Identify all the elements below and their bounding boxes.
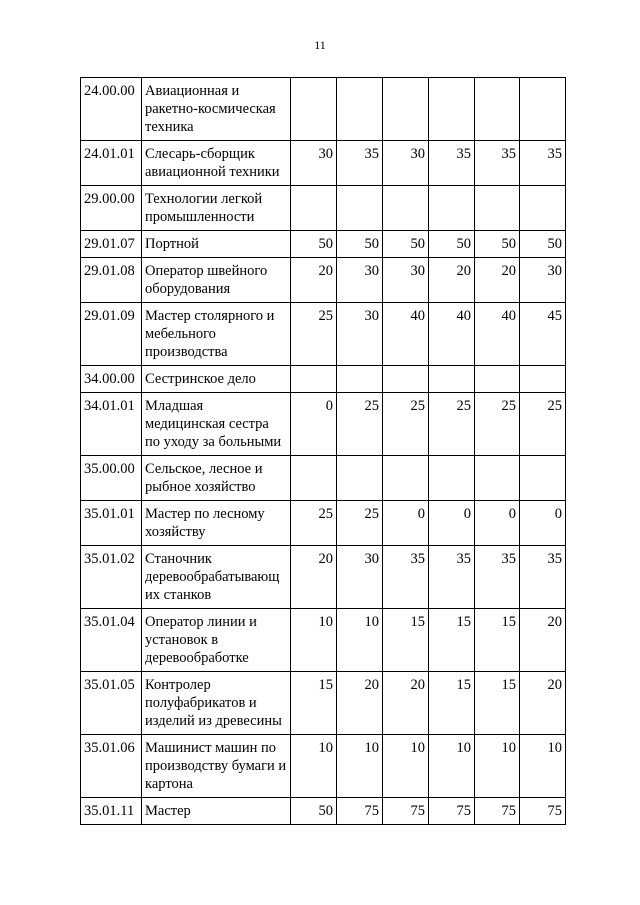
table-row xyxy=(81,393,566,456)
row-code-cell: 35.01.06 xyxy=(81,735,142,798)
row-value-cell: 25 xyxy=(475,393,520,456)
row-value-cell: 75 xyxy=(383,798,429,825)
row-value-cell: 15 xyxy=(475,609,520,672)
row-value-cell: 35 xyxy=(383,546,429,609)
row-value-cell xyxy=(475,78,520,141)
row-value-cell xyxy=(520,186,566,231)
row-value-cell: 10 xyxy=(429,735,475,798)
row-value-cell: 0 xyxy=(520,501,566,546)
row-name-cell: Оператор швейного оборудования xyxy=(142,258,291,303)
row-value-cell: 50 xyxy=(337,231,383,258)
row-value-cell xyxy=(291,186,337,231)
row-value-cell: 30 xyxy=(337,303,383,366)
row-value-cell: 15 xyxy=(429,609,475,672)
table-row xyxy=(81,231,566,258)
row-name-cell: Станочник деревообрабатывающ их станков xyxy=(142,546,291,609)
row-code-cell: 35.01.05 xyxy=(81,672,142,735)
row-value-cell xyxy=(337,78,383,141)
row-value-cell: 35 xyxy=(520,141,566,186)
table-row xyxy=(81,366,566,393)
row-value-cell xyxy=(337,366,383,393)
row-value-cell: 10 xyxy=(475,735,520,798)
row-name-cell: Младшая медицинская сестра по уходу за больными xyxy=(142,393,291,456)
row-value-cell: 10 xyxy=(383,735,429,798)
row-value-cell xyxy=(383,186,429,231)
row-value-cell: 25 xyxy=(429,393,475,456)
row-value-cell xyxy=(337,456,383,501)
row-name-cell: Оператор линии и установок в деревообработке xyxy=(142,609,291,672)
row-value-cell: 10 xyxy=(291,735,337,798)
row-value-cell xyxy=(337,186,383,231)
row-code-cell: 29.01.08 xyxy=(81,258,142,303)
row-value-cell: 45 xyxy=(520,303,566,366)
row-name-cell: Машинист машин по производству бумаги и картона xyxy=(142,735,291,798)
row-value-cell: 30 xyxy=(383,258,429,303)
row-value-cell: 75 xyxy=(429,798,475,825)
row-value-cell: 20 xyxy=(520,609,566,672)
row-value-cell: 40 xyxy=(475,303,520,366)
row-value-cell: 40 xyxy=(383,303,429,366)
row-name-cell: Мастер по лесному хозяйству xyxy=(142,501,291,546)
row-code-cell: 35.01.02 xyxy=(81,546,142,609)
row-value-cell xyxy=(475,456,520,501)
row-value-cell: 10 xyxy=(520,735,566,798)
row-value-cell xyxy=(429,78,475,141)
row-value-cell: 35 xyxy=(337,141,383,186)
row-code-cell: 29.01.09 xyxy=(81,303,142,366)
table-row xyxy=(81,258,566,303)
row-code-cell: 35.01.11 xyxy=(81,798,142,825)
table-body xyxy=(81,78,566,825)
row-value-cell: 35 xyxy=(520,546,566,609)
row-value-cell xyxy=(291,456,337,501)
table-row xyxy=(81,456,566,501)
row-value-cell: 50 xyxy=(291,231,337,258)
row-value-cell xyxy=(383,78,429,141)
row-value-cell: 0 xyxy=(291,393,337,456)
row-value-cell xyxy=(429,186,475,231)
row-value-cell: 15 xyxy=(291,672,337,735)
row-value-cell: 30 xyxy=(291,141,337,186)
row-value-cell: 50 xyxy=(520,231,566,258)
row-value-cell: 15 xyxy=(429,672,475,735)
row-value-cell: 20 xyxy=(520,672,566,735)
row-name-cell: Портной xyxy=(142,231,291,258)
table-row xyxy=(81,609,566,672)
row-value-cell xyxy=(475,186,520,231)
row-value-cell: 15 xyxy=(475,672,520,735)
row-value-cell: 20 xyxy=(291,258,337,303)
row-name-cell: Мастер xyxy=(142,798,291,825)
row-value-cell: 25 xyxy=(520,393,566,456)
row-value-cell: 25 xyxy=(337,501,383,546)
row-value-cell: 25 xyxy=(383,393,429,456)
row-value-cell xyxy=(429,366,475,393)
page-number: 11 xyxy=(314,38,326,52)
row-value-cell: 15 xyxy=(383,609,429,672)
row-value-cell: 10 xyxy=(337,735,383,798)
row-value-cell: 50 xyxy=(475,231,520,258)
row-value-cell: 35 xyxy=(475,141,520,186)
row-value-cell: 25 xyxy=(291,303,337,366)
row-value-cell xyxy=(520,456,566,501)
row-value-cell xyxy=(520,366,566,393)
row-name-cell: Сельское, лесное и рыбное хозяйство xyxy=(142,456,291,501)
row-code-cell: 29.00.00 xyxy=(81,186,142,231)
row-value-cell: 10 xyxy=(291,609,337,672)
row-value-cell: 0 xyxy=(383,501,429,546)
table-row xyxy=(81,186,566,231)
row-name-cell: Слесарь-сборщик авиационной техники xyxy=(142,141,291,186)
row-value-cell: 30 xyxy=(337,546,383,609)
row-value-cell: 75 xyxy=(520,798,566,825)
row-code-cell: 35.01.01 xyxy=(81,501,142,546)
row-value-cell: 35 xyxy=(429,141,475,186)
table-row xyxy=(81,672,566,735)
row-value-cell: 35 xyxy=(429,546,475,609)
row-value-cell: 50 xyxy=(383,231,429,258)
row-value-cell xyxy=(475,366,520,393)
specialties-table xyxy=(80,77,566,825)
row-code-cell: 24.01.01 xyxy=(81,141,142,186)
row-value-cell: 30 xyxy=(337,258,383,303)
row-value-cell xyxy=(291,78,337,141)
row-value-cell xyxy=(429,456,475,501)
row-value-cell: 0 xyxy=(475,501,520,546)
row-value-cell: 0 xyxy=(429,501,475,546)
row-value-cell: 20 xyxy=(337,672,383,735)
row-value-cell: 75 xyxy=(337,798,383,825)
row-value-cell: 20 xyxy=(291,546,337,609)
row-value-cell: 75 xyxy=(475,798,520,825)
row-code-cell: 34.01.01 xyxy=(81,393,142,456)
row-value-cell xyxy=(291,366,337,393)
row-value-cell: 10 xyxy=(337,609,383,672)
table-row xyxy=(81,546,566,609)
table-row xyxy=(81,798,566,825)
row-value-cell: 40 xyxy=(429,303,475,366)
row-value-cell: 25 xyxy=(337,393,383,456)
row-name-cell: Сестринское дело xyxy=(142,366,291,393)
row-name-cell: Контролер полуфабрикатов и изделий из древесины xyxy=(142,672,291,735)
row-value-cell: 50 xyxy=(291,798,337,825)
row-name-cell: Авиационная и ракетно-космическая техника xyxy=(142,78,291,141)
table-row xyxy=(81,735,566,798)
table-row xyxy=(81,501,566,546)
row-code-cell: 24.00.00 xyxy=(81,78,142,141)
row-value-cell: 25 xyxy=(291,501,337,546)
row-value-cell: 50 xyxy=(429,231,475,258)
row-value-cell: 20 xyxy=(383,672,429,735)
table-row xyxy=(81,141,566,186)
row-name-cell: Мастер столярного и мебельного производства xyxy=(142,303,291,366)
row-code-cell: 29.01.07 xyxy=(81,231,142,258)
row-value-cell: 30 xyxy=(520,258,566,303)
row-code-cell: 35.01.04 xyxy=(81,609,142,672)
row-value-cell: 30 xyxy=(383,141,429,186)
row-code-cell: 34.00.00 xyxy=(81,366,142,393)
row-value-cell xyxy=(383,456,429,501)
table-row xyxy=(81,78,566,141)
row-value-cell: 20 xyxy=(475,258,520,303)
row-value-cell: 35 xyxy=(475,546,520,609)
row-value-cell: 20 xyxy=(429,258,475,303)
row-name-cell: Технологии легкой промышленности xyxy=(142,186,291,231)
row-value-cell xyxy=(383,366,429,393)
row-value-cell xyxy=(520,78,566,141)
row-code-cell: 35.00.00 xyxy=(81,456,142,501)
table-row xyxy=(81,303,566,366)
